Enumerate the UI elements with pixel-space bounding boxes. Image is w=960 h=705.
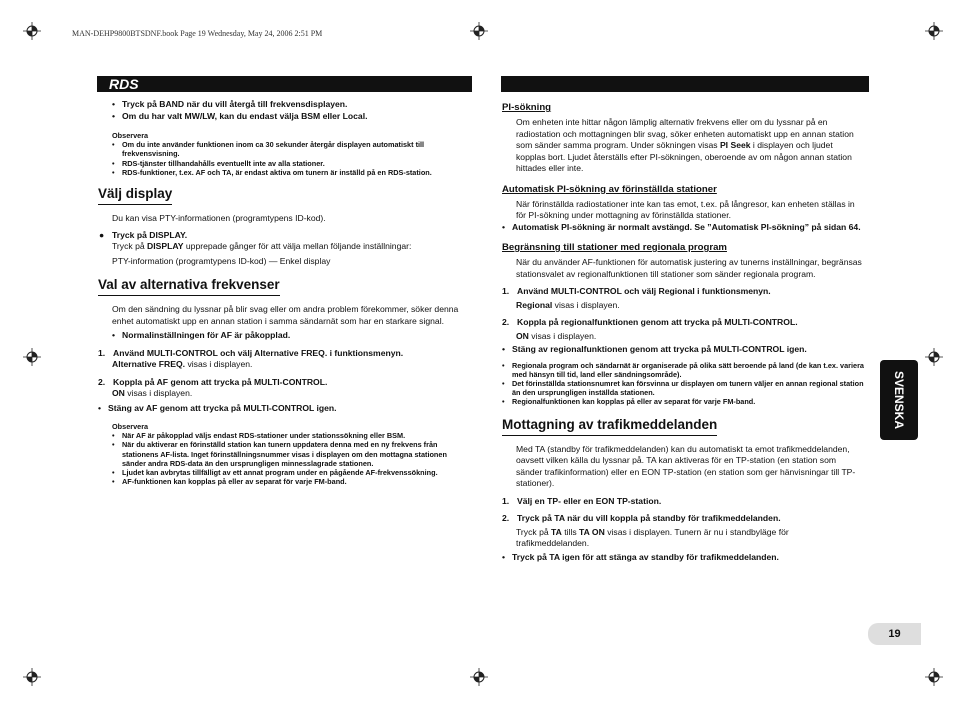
note-block-1 <box>112 131 472 177</box>
freq-step-2: 2. Koppla på AF genom att trycka på MULTI-CONTROL. <box>98 376 328 387</box>
regional-step-1-result: Regional visas i displayen. <box>516 299 620 310</box>
list-item: • Regionala program och sändarnät är organiserade på olika sätt beroende på land (de kan t.ex. variera med hänsyn till tid, land eller sändningsområde). <box>502 361 864 379</box>
book-header: MAN-DEHP9800BTSDNF.book Page 19 Wednesday, May 24, 2006 2:51 PM <box>72 29 323 38</box>
registration-mark-top-center <box>470 22 488 40</box>
regional-text: När du använder AF-funktionen för automatisk justering av tunerns inställningar, begränsas stationsvalet av regionalfunktionen till stationer som sänder regionala program. <box>516 257 862 279</box>
pi-text: Om enheten inte hittar någon lämplig alternativ frekvens eller om du lyssnar på en radiostation och mottagningen blir svag, söker enheten automatiskt upp en annan station som sänder samma program. Under sökningen visas PI Seek i displayen och ljudet kopplas bort. Ljudet återställs efter PI-sökningen, oberoende av om någon annan station hittades eller inte. <box>516 117 854 173</box>
section-bar-right <box>501 76 869 92</box>
registration-mark-right-middle <box>925 348 943 366</box>
list-item: • Stäng av AF genom att trycka på MULTI-CONTROL igen. <box>98 403 472 415</box>
list-item: • Tryck på BAND när du vill återgå till frekvensdisplayen. <box>112 99 472 111</box>
auto-pi-text: När förinställda radiostationer inte kan tas emot, t.ex. på långresor, kan enheten ställas in för PI-sökning under mottagning av förinställda stationer. <box>516 198 855 220</box>
regional-step-2: 2. Koppla på regionalfunktionen genom att trycka på MULTI-CONTROL. <box>502 317 798 327</box>
regional-step-2-result: ON visas i displayen. <box>516 330 597 341</box>
right-column <box>502 102 864 563</box>
list-item: • RDS-tjänster tillhandahålls eventuellt inte av alla stationer. <box>112 159 472 168</box>
note-block-2 <box>98 422 472 486</box>
traffic-text: Med TA (standby för trafikmeddelanden) kan du automatiskt ta emot trafikmeddelanden, oavsett vilken källa du lyssnar på. TA kan aktiveras för en TP-station (en station som sänder trafikinformation) eller en EON TP-station (en station som ger hänvisningar till TP-stationer). <box>516 443 856 489</box>
intro-bullets <box>112 99 472 122</box>
registration-mark-bottom-right <box>925 668 943 686</box>
list-item: • När du aktiverar en förinställd station kan tunern uppdatera denna med en ny frekvens från stationens AF-lista. Inget förinställningsnummer visas i displayen om den mottagna stationen sänder andra RDS-data än den ursprungligen minnesslagrade stationen. <box>112 440 472 468</box>
traffic-step-2-result: Tryck på TA tills TA ON visas i displayen. Tunern är nu i standbyläge för trafikmeddelanden. <box>516 526 789 549</box>
heading-valj-display: Välj display <box>98 186 172 205</box>
freq-step-1: 1. Använd MULTI-CONTROL och välj Alternative FREQ. i funktionsmenyn. <box>98 347 404 358</box>
list-item: • Om du har valt MW/LW, kan du endast välja BSM eller Local. <box>112 111 472 123</box>
list-item: • Automatisk PI-sökning är normalt avstängd. Se ”Automatisk PI-sökning” på sidan 64. <box>502 222 864 234</box>
note-title: Observera <box>112 131 149 140</box>
note-list <box>112 431 472 486</box>
freq-step-2-result: ON visas i displayen. <box>112 388 193 399</box>
heading-regionala-program: Begränsning till stationer med regionala program <box>502 242 727 253</box>
section-label: RDS <box>109 76 139 92</box>
registration-mark-bottom-left <box>23 668 41 686</box>
language-tab-label: SVENSKA <box>892 370 906 430</box>
list-item: • Det förinställda stationsnumret kan försvinna ur displayen om tunern väljer en annan regional station än den ursprungligen inställda stationen. <box>502 379 864 397</box>
step-bullet-icon: ● <box>99 229 105 240</box>
list-item: • Ljudet kan avbrytas tillfälligt av ett annat program under en pågående AF-frekvenssökning. <box>112 468 472 477</box>
registration-mark-bottom-center <box>470 668 488 686</box>
note-list <box>112 140 472 177</box>
registration-mark-top-right <box>925 22 943 40</box>
left-column <box>98 99 472 486</box>
regional-step-1: 1. Använd MULTI-CONTROL och välj Regional i funktionsmenyn. <box>502 286 771 296</box>
display-step: ● Tryck på DISPLAY. <box>99 229 188 240</box>
list-item: • Stäng av regionalfunktionen genom att trycka på MULTI-CONTROL igen. <box>502 344 864 356</box>
registration-mark-left-middle <box>23 348 41 366</box>
language-tab <box>880 360 918 440</box>
freq-step-1-result: Alternative FREQ. visas i displayen. <box>112 359 253 370</box>
list-item: • Om du inte använder funktionen inom ca 30 sekunder återgår displayen automatiskt till frekvensvisning. <box>112 140 472 158</box>
display-intro: Du kan visa PTY-informationen (programtypens ID-kod). <box>112 213 326 224</box>
heading-pi-sokning: PI-sökning <box>502 102 552 113</box>
list-item: • När AF är påkopplad väljs endast RDS-stationer under stationssökning eller BSM. <box>112 431 472 440</box>
display-options: PTY-information (programtypens ID-kod) — Enkel display <box>112 255 331 266</box>
list-item: • RDS-funktioner, t.ex. AF och TA, är endast aktiva om tunern är inställd på en RDS-station. <box>112 168 472 177</box>
page-number: 19 <box>868 623 921 645</box>
heading-trafikmeddelanden: Mottagning av trafikmeddelanden <box>502 417 717 436</box>
freq-intro: Om den sändning du lyssnar på blir svag eller om andra problem förekommer, söker denna enhet automatiskt upp en annan station i samma sändarnät som har en starkare signal. <box>112 304 459 326</box>
heading-automatisk-pi: Automatisk PI-sökning av förinställda stationer <box>502 183 717 195</box>
list-item: • Normalinställningen för AF är påkopplad. <box>112 330 472 342</box>
note-title: Observera <box>112 422 149 432</box>
display-step-desc: Tryck på DISPLAY upprepade gånger för att välja mellan följande inställningar: <box>112 241 412 252</box>
regional-notes <box>502 361 864 407</box>
section-bar-rds <box>97 76 472 92</box>
traffic-step-1: 1. Välj en TP- eller en EON TP-station. <box>502 495 662 506</box>
heading-alternativa-frekvenser: Val av alternativa frekvenser <box>98 277 280 296</box>
list-item: • AF-funktionen kan kopplas på eller av separat för varje FM-band. <box>112 477 472 486</box>
list-item: • Tryck på TA igen för att stänga av standby för trafikmeddelanden. <box>502 552 864 564</box>
list-item: • Regionalfunktionen kan kopplas på eller av separat för varje FM-band. <box>502 397 864 406</box>
registration-mark-top-left <box>23 22 41 40</box>
traffic-step-2: 2. Tryck på TA när du vill koppla på standby för trafikmeddelanden. <box>502 513 781 524</box>
